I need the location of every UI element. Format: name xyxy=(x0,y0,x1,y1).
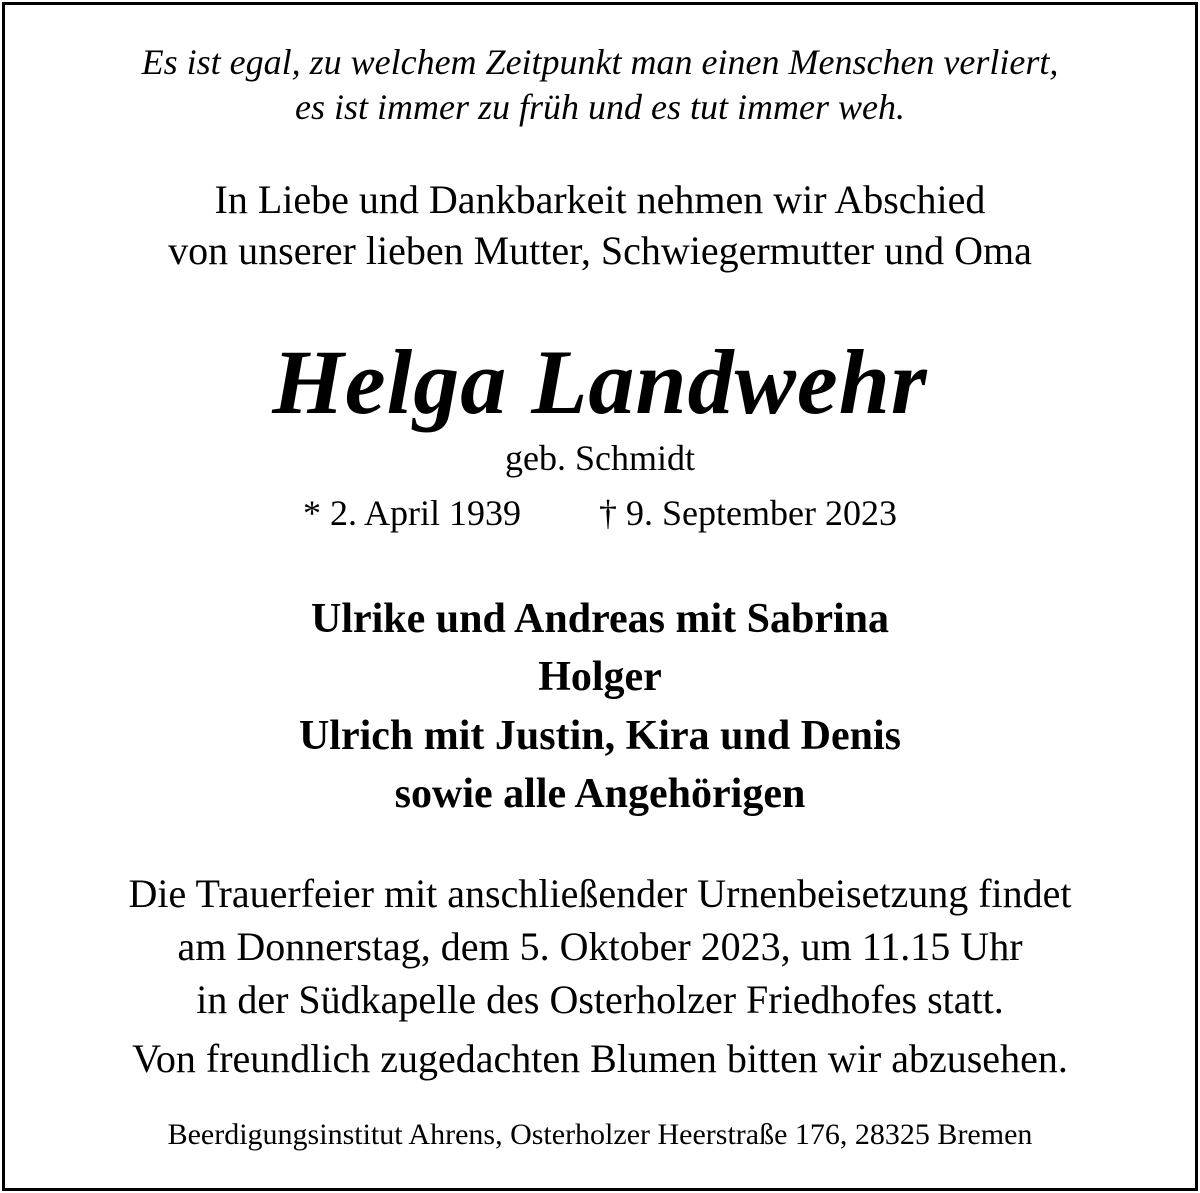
mourner-line: Ulrike und Andreas mit Sabrina xyxy=(310,596,889,642)
funeral-home: Beerdigungsinstitut Ahrens, Osterholzer Heerstraße 176, 28325 Bremen xyxy=(167,1118,1033,1151)
flowers-note: Von freundlich zugedachten Blumen bitten wir abzusehen. xyxy=(132,1036,1068,1081)
motto-line-1: Es ist egal, zu welchem Zeitpunkt man einen Menschen verliert, xyxy=(141,42,1059,82)
deceased-name: Helga Landwehr xyxy=(272,331,928,433)
mourner-line: Ulrich mit Justin, Kira und Denis xyxy=(298,713,902,759)
intro-line-1: In Liebe und Dankbarkeit nehmen wir Abschied xyxy=(214,177,986,222)
service-line-3: in der Südkapelle des Osterholzer Friedhofes statt. xyxy=(196,977,1004,1022)
mourner-line: Holger xyxy=(538,654,662,700)
motto-line-2: es ist immer zu früh und es tut immer weh. xyxy=(295,87,905,127)
death-date: † 9. September 2023 xyxy=(599,493,897,533)
birth-name: geb. Schmidt xyxy=(505,438,695,478)
service-line-1: Die Trauerfeier mit anschließender Urnenbeisetzung findet xyxy=(128,871,1072,916)
intro-line-2: von unserer lieben Mutter, Schwiegermutter und Oma xyxy=(168,228,1032,273)
life-dates xyxy=(0,495,1200,531)
birth-date: * 2. April 1939 xyxy=(303,493,522,533)
mourner-line: sowie alle Angehörigen xyxy=(394,771,806,817)
service-line-2: am Donnerstag, dem 5. Oktober 2023, um 11.15 Uhr xyxy=(177,924,1023,969)
